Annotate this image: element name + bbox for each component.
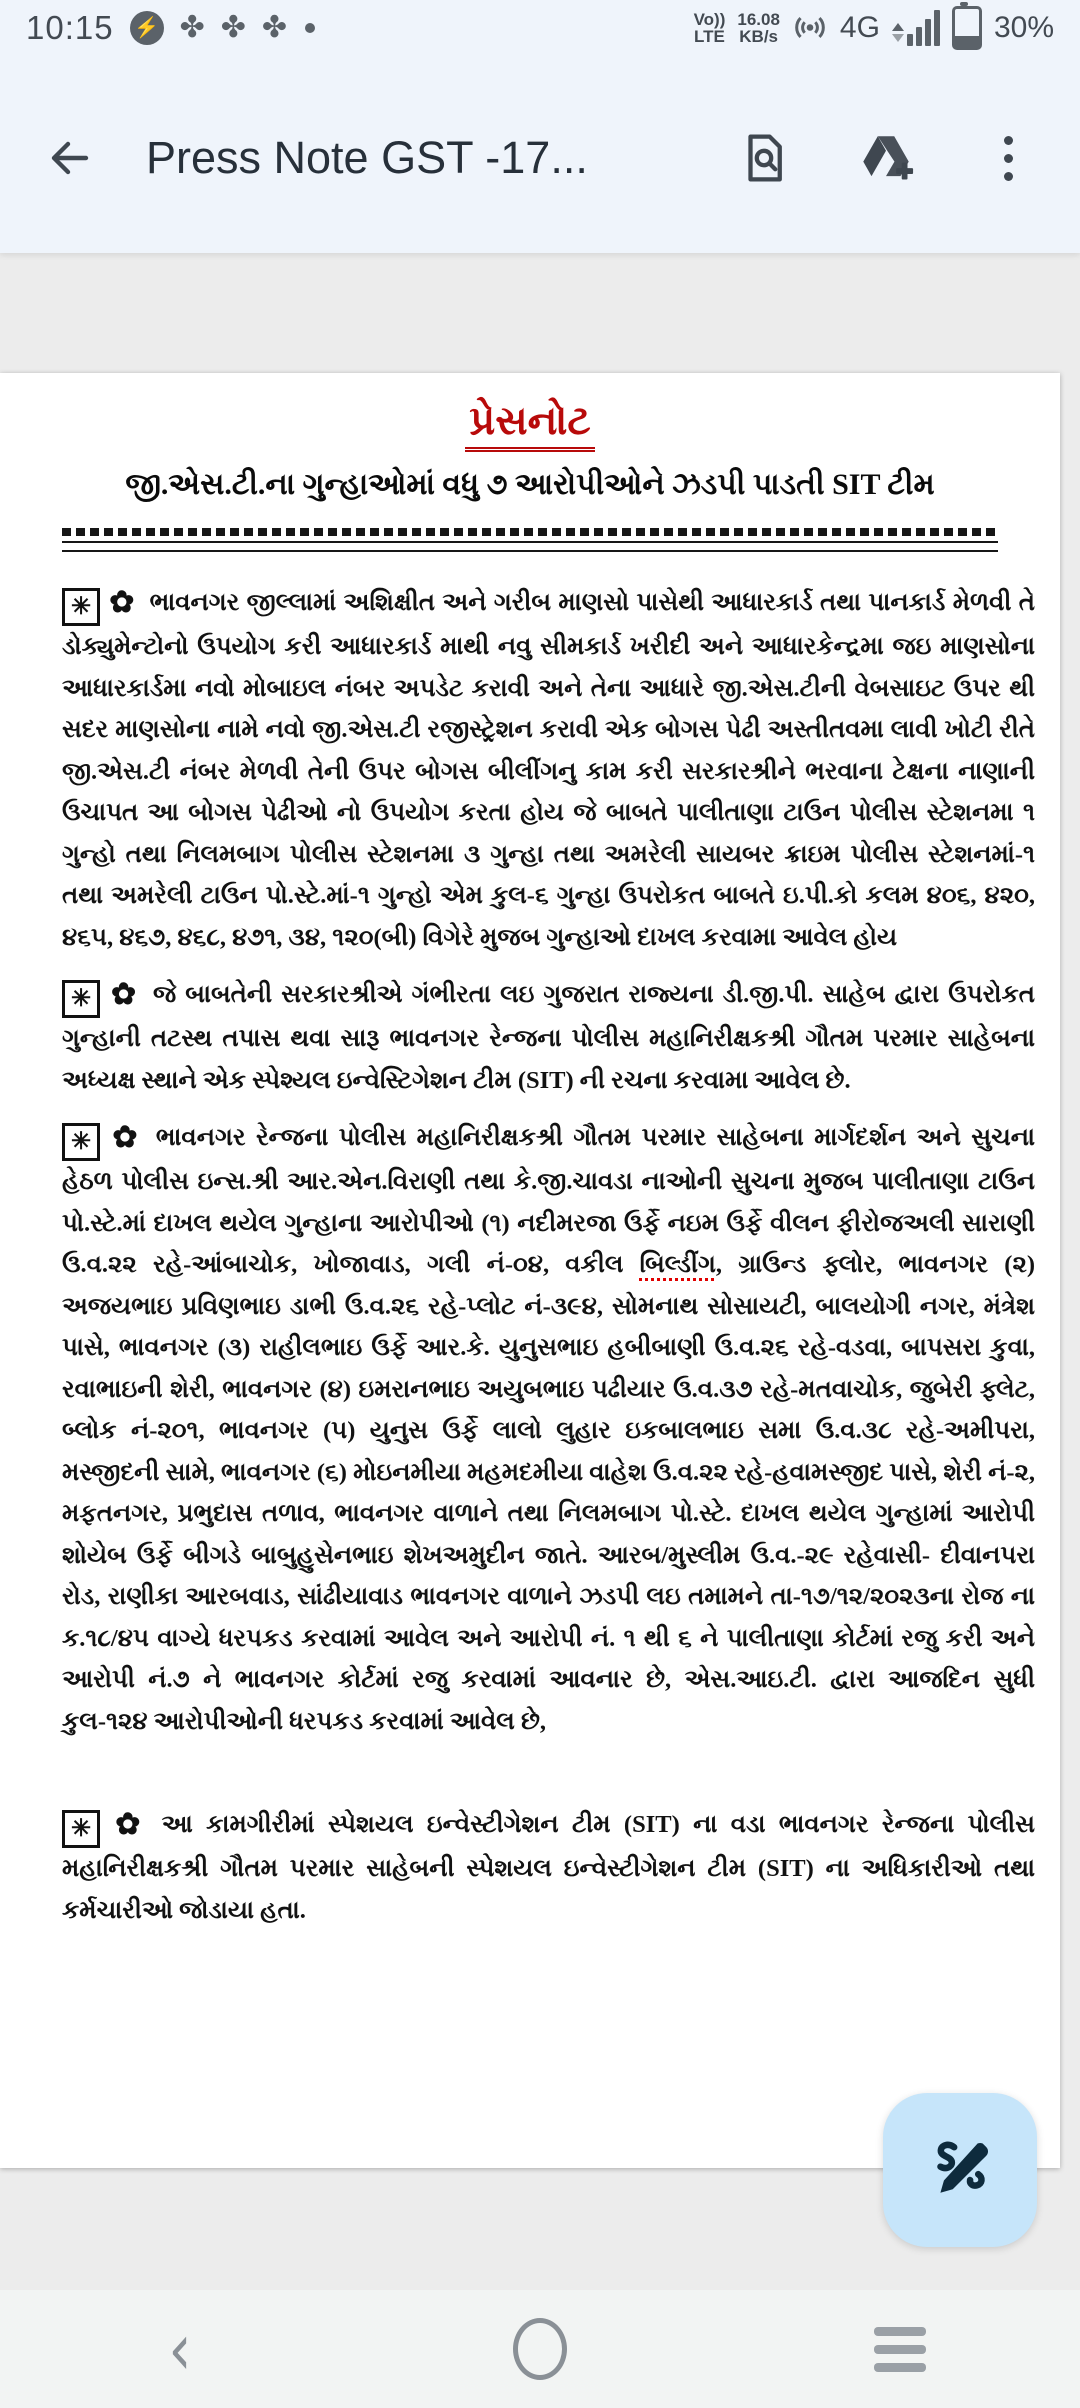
network-speed: 16.08 KB/s: [737, 10, 780, 46]
battery-percent: 30%: [993, 11, 1054, 44]
flower-bullet-icon: ✿: [108, 1808, 148, 1841]
system-nav-bar: [0, 2290, 1080, 2408]
document-canvas[interactable]: [0, 253, 1080, 2290]
hotspot-icon: [792, 8, 828, 49]
press-note-title: પ્રેસનોટ: [465, 397, 594, 452]
document-title-bar: Press Note GST -17...: [146, 132, 588, 183]
find-in-page-icon[interactable]: [732, 126, 796, 190]
pdf-page: [0, 373, 1060, 2168]
app-bar: [0, 98, 1080, 218]
nav-home-button[interactable]: [360, 2318, 720, 2380]
press-note-subtitle: જી.એસ.ટી.ના ગુન્હાઓમાં વધુ ૭ આરોપીઓને ઝડપી પાડતી SIT ટીમ: [125, 468, 935, 501]
signal-strength-icon: [892, 10, 940, 46]
messenger-notification-icon: ⚡: [130, 11, 164, 45]
back-arrow-icon[interactable]: [40, 128, 100, 188]
app-notification-icon: ✤: [179, 11, 205, 44]
paragraph: ✳ ✿ ભાવનગર જીલ્લામાં અશિક્ષીત અને ગરીબ માણસો પાસેથી આધારકાર્ડ તથા પાનકાર્ડ મેળવી તે ડોક્યુમેન્ટોનો ઉપયોગ કરી આધારકાર્ડ માથી નવુ સીમકાર્ડ ખરીદી અને આધારકેન્દ્રમા જઇ માણસોના આધારકાર્ડમા નવો મોબાઇલ નંબર અપડેટ કરાવી અને તેના આધારે જી.એસ.ટીની વેબસાઇટ ઉપર થી સદર માણસોના નામે નવો જી.એસ.ટી રજીસ્ટ્રેશન કરાવી એક બોગસ પેઢી અસ્તીતવમા લાવી ખોટી રીતે જી.એસ.ટી નંબર મેળવી તેની ઉપર બોગસ બીલીંગનુ કામ કરી સરકારશ્રીને ભરવાના ટેક્ષના નાણાની ઉચાપત આ બોગસ પેઢીઓ નો ઉપયોગ કરતા હોય જે બાબતે પાલીતાણા ટાઉન પોલીસ સ્ટેશનમા ૧ ગુન્હો તથા નિલમબાગ પોલીસ સ્ટેશનમા ૩ ગુન્હા તથા અમરેલી સાયબર ક્રાઇમ પોલીસ સ્ટેશનમાં-૧ તથા અમરેલી ટાઉન પો.સ્ટે.માં-૧ ગુન્હો એમ કુલ-૬ ગુન્હા ઉપરોકત બાબતે ઇ.પી.કો કલમ ૪૦૬, ૪૨૦, ૪૬૫, ૪૬૭, ૪૬૮, ૪૭૧, ૩૪, ૧૨૦(બી) વિગેરે મુજબ ગુન્હાઓ દાખલ કરવામા આવેલ હોય: [62, 586, 1035, 951]
battery-icon: [952, 6, 982, 50]
add-to-drive-icon[interactable]: [854, 126, 918, 190]
annotate-fab-button[interactable]: [883, 2093, 1037, 2247]
document-paragraphs: [62, 582, 1035, 1931]
boxed-asterisk-bullet-icon: ✳: [62, 1123, 100, 1161]
volte-icon: Vo)) LTE: [693, 10, 726, 46]
app-notification-icon: ✤: [261, 11, 288, 44]
paragraph: ✳ ✿ આ કામગીરીમાં સ્પેશયલ ઇન્વેસ્ટીગેશન ટીમ (SIT) ના વડા ભાવનગર રેન્જના પોલીસ મહાનિરીક્ષકશ્રી ગૌતમ પરમાર સાહેબની સ્પેશયલ ઇન્વેસ્ટીગેશન ટીમ (SIT) ના અધિકારીઓ તથા કર્મચારીઓ જોડાયા હતા.: [62, 1808, 1035, 1924]
spellcheck-marked-word: બિલ્ડીંગ: [639, 1251, 716, 1278]
more-notifications-dot-icon: [305, 23, 315, 33]
clock: 10:15: [26, 9, 114, 46]
flower-bullet-icon: ✿: [108, 978, 140, 1011]
boxed-asterisk-bullet-icon: ✳: [62, 588, 100, 626]
network-type: 4G: [839, 11, 880, 44]
stylus-note-icon: [921, 2129, 999, 2212]
flower-bullet-icon: ✿: [108, 586, 136, 619]
separator-line: [62, 528, 998, 552]
nav-recents-button[interactable]: [720, 2327, 1080, 2372]
boxed-asterisk-bullet-icon: ✳: [62, 980, 100, 1018]
top-chrome: [0, 0, 1080, 253]
flower-bullet-icon: ✿: [108, 1121, 142, 1154]
nav-back-button[interactable]: ‹: [168, 2306, 192, 2392]
boxed-asterisk-bullet-icon: ✳: [62, 1810, 100, 1848]
status-bar: [0, 0, 1080, 56]
home-circle-icon: [513, 2318, 567, 2380]
paragraph: ✳ ✿ જે બાબતેની સરકારશ્રીએ ગંભીરતા લઇ ગુજરાત રાજ્યના ડી.જી.પી. સાહેબ દ્વારા ઉપરોકત ગુન્હાની તટસ્થ તપાસ થવા સારૂ ભાવનગર રેન્જના પોલીસ મહાનિરીક્ષકશ્રી ગૌતમ પરમાર સાહેબના અધ્યક્ષ સ્થાને એક સ્પેશ્યલ ઇન્વેસ્ટિગેશન ટીમ (SIT) ની રચના કરવામા આવેલ છે.: [62, 978, 1036, 1094]
more-options-icon[interactable]: [976, 126, 1040, 190]
paragraph: ✳ ✿ ભાવનગર રેન્જના પોલીસ મહાનિરીક્ષકશ્રી ગૌતમ પરમાર સાહેબના માર્ગદર્શન અને સુચના હેઠળ પોલીસ ઇન્સ.શ્રી આર.એન.વિરાણી તથા કે.જી.ચાવડા નાઓની સુચના મુજબ પાલીતાણા ટાઉન પો.સ્ટે.માં દાખલ થયેલ ગુન્હાના આરોપીઓ (૧) નદીમરજા ઉર્ફે નઇમ ઉર્ફે વીલન ફીરોજઅલી સારાણી ઉ.વ.૨૨ રહે-આંબાચોક, ખોજાવાડ, ગલી નં-૦૪, વકીલ બિલ્ડીંગ, ગ્રાઉન્ડ ફ્લોર, ભાવનગર (૨) અજયભાઇ પ્રવિણભાઇ ડાભી ઉ.વ.૨૬ રહે-પ્લોટ નં-૩૯૪, સોમનાથ સોસાયટી, બાલયોગી નગર, મંત્રેશ પાસે, ભાવનગર (૩) રાહીલભાઇ ઉર્ફે આર.કે. યુનુસભાઇ હબીબાણી ઉ.વ.૨૬ રહે-વડવા, બાપસરા કુવા, રવાભાઇની શેરી, ભાવનગર (૪) ઇમરાનભાઇ અયુબભાઇ પઢીયાર ઉ.વ.૩૭ રહે-મતવાચોક, જુબેરી ફ્લેટ, બ્લોક નં-૨૦૧, ભાવનગર (૫) યુનુસ ઉર્ફે લાલો લુહાર ઇકબાલભાઇ સમા ઉ.વ.૩૮ રહે-અમીપરા, મસ્જીદની સામે, ભાવનગર (૬) મોઇનમીયા મહમદમીયા વાહેશ ઉ.વ.૨૨ રહે-હવામસ્જીદ પાસે, શેરી નં-૨, મફતનગર, પ્રભુદાસ તળાવ, ભાવનગર વાળાને તથા નિલમબાગ પો.સ્ટે. દાખલ થયેલ ગુન્હામાં આરોપી શોયેબ ઉર્ફે બીગડે બાબુહુસેનભાઇ શેખઅમુદીન જાતે. આરબ/મુસ્લીમ ઉ.વ.-૨૯ રહેવાસી- દીવાનપરા રોડ, રાણીકા આરબવાડ, સાંઢીયાવાડ ભાવનગર વાળાને ઝડપી લઇ તમામને તા-૧૭/૧૨/૨૦૨૩ના રોજ ના ક.૧૮/૪૫ વાગ્યે ધરપકડ કરવામાં આવેલ અને આરોપી નં. ૧ થી ૬ ને પાલીતાણા કોર્ટમાં રજુ કરી અને આરોપી નં.૭ ને ભાવનગર કોર્ટમાં રજુ કરવામાં આવનાર છે, એસ.આઇ.ટી. દ્વારા આજદિન સુધી કુલ-૧૨૪ આરોપીઓની ધરપકડ કરવામાં આવેલ છે,: [62, 1121, 1035, 1735]
recents-menu-icon: [874, 2327, 926, 2372]
app-notification-icon: ✤: [220, 11, 246, 44]
